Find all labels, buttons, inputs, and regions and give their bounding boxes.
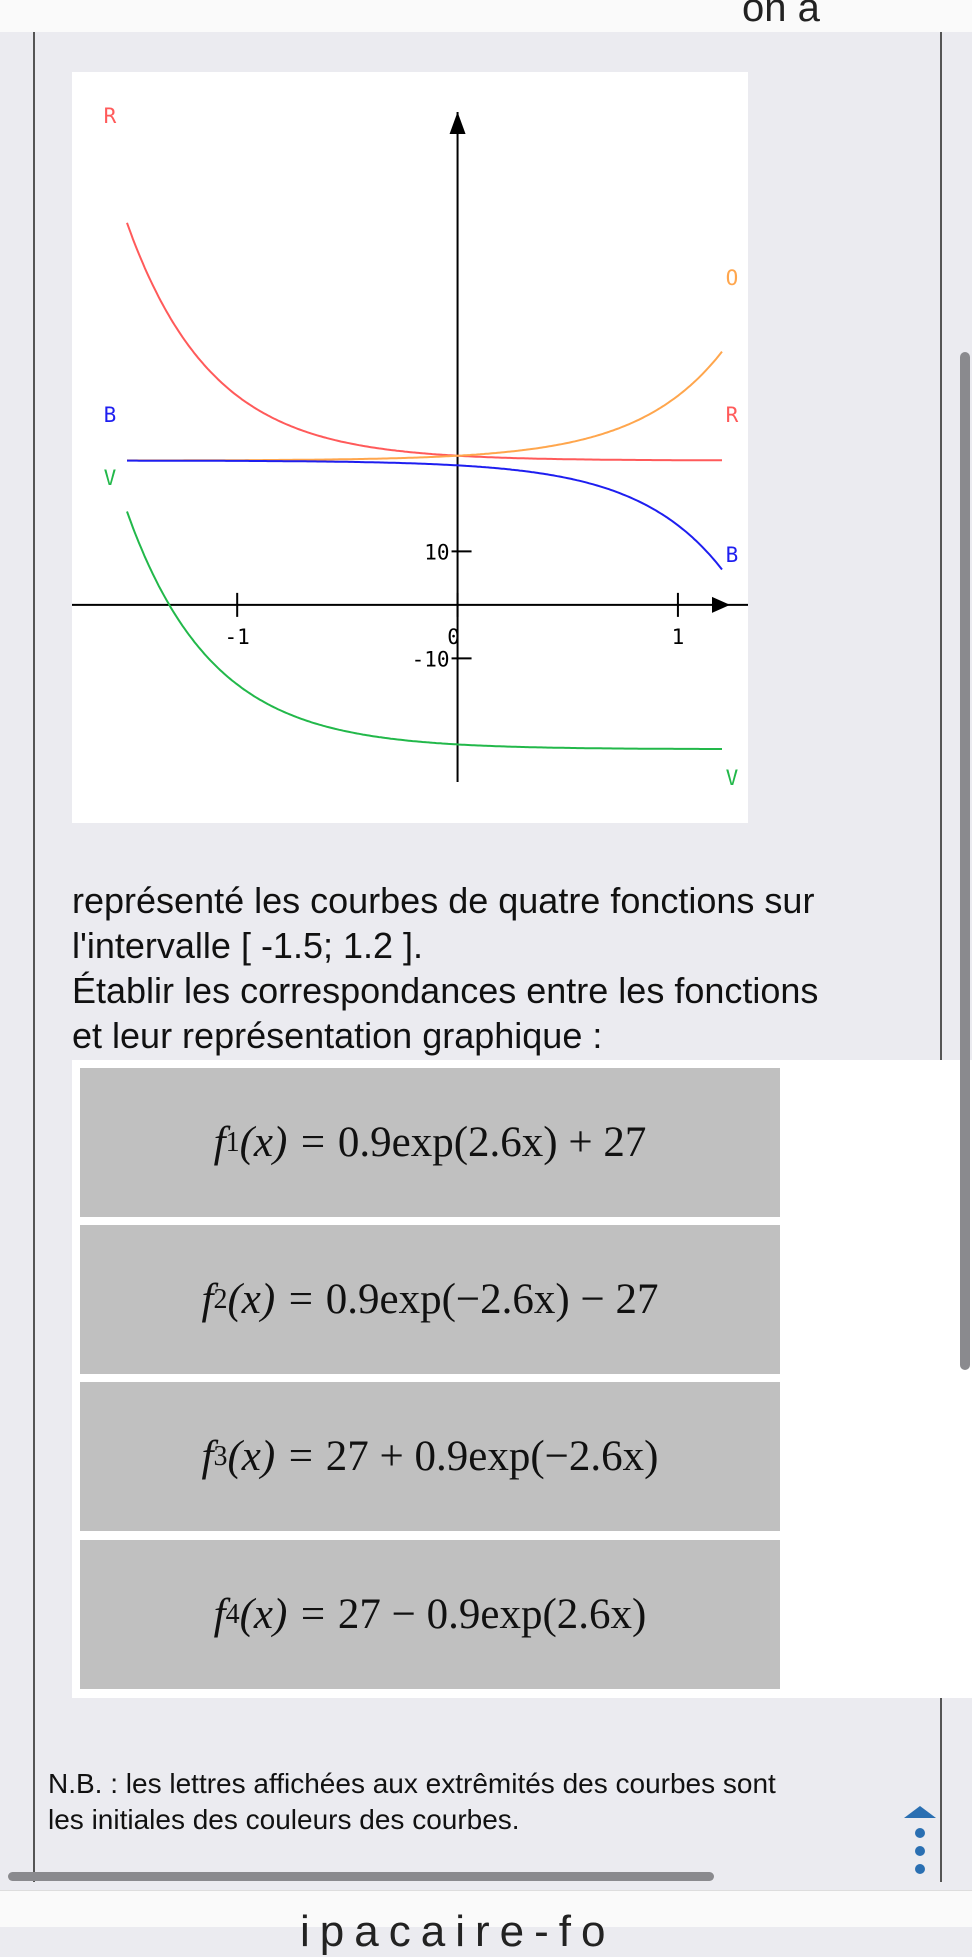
- series-O-line: [127, 352, 722, 461]
- menu-dot: [915, 1864, 925, 1874]
- kebab-menu-icon[interactable]: [904, 1806, 936, 1876]
- option-expression: 0.9exp(2.6x) + 27: [337, 1119, 647, 1166]
- option-subscript: 2: [213, 1283, 228, 1315]
- y-tick-label: -10: [411, 647, 450, 672]
- menu-dot: [915, 1828, 925, 1838]
- option-subscript: 1: [225, 1126, 240, 1158]
- option-subscript: 4: [225, 1598, 240, 1630]
- option-fname: f: [213, 1119, 226, 1166]
- series-label-O-end: O: [725, 266, 739, 290]
- series-label-V-end: V: [725, 766, 739, 790]
- series-label-V-start: V: [103, 466, 117, 490]
- option-expression: 0.9exp(−2.6x) − 27: [325, 1276, 659, 1323]
- instructions-line-3: Établir les correspondances entre les fonctions: [72, 970, 819, 1011]
- instructions-line-1: représenté les courbes de quatre fonctions sur: [72, 880, 815, 921]
- y-axis-arrow: [450, 112, 466, 134]
- scroll-up-arrow-icon: [904, 1806, 936, 1818]
- y-tick-label: 10: [424, 540, 450, 565]
- nb-note-line-1: N.B. : les lettres affichées aux extrêmités des courbes sont: [48, 1768, 776, 1799]
- function-graph: [72, 72, 748, 823]
- bottom-clipped-text: ipacaire-fo: [300, 1907, 616, 1956]
- x-axis-arrow: [712, 597, 730, 613]
- series-label-B-end: B: [725, 543, 739, 567]
- frame-border-left: [33, 32, 35, 1882]
- function-option-1[interactable]: [80, 1068, 780, 1217]
- menu-dot: [915, 1846, 925, 1856]
- x-tick-label: 0: [447, 624, 460, 649]
- nb-note-line-2: les initiales des couleurs des courbes.: [48, 1804, 520, 1835]
- option-fname: f: [213, 1591, 226, 1638]
- series-label-R-start: R: [103, 104, 117, 128]
- options-panel: [72, 1060, 972, 1698]
- x-tick-label: 1: [671, 624, 685, 649]
- option-lhs: (x) =: [227, 1433, 315, 1480]
- chart-svg: [72, 72, 748, 823]
- function-option-3[interactable]: [80, 1382, 780, 1531]
- nb-note: [48, 1766, 908, 1838]
- top-bar: [0, 0, 972, 32]
- function-option-2[interactable]: [80, 1225, 780, 1374]
- option-subscript: 3: [213, 1440, 228, 1472]
- series-label-B-start: B: [103, 403, 117, 427]
- option-lhs: (x) =: [227, 1276, 315, 1323]
- series-R-line: [127, 223, 722, 460]
- option-expression: 27 + 0.9exp(−2.6x): [325, 1433, 659, 1480]
- top-clipped-text: on a: [742, 0, 820, 30]
- option-fname: f: [201, 1433, 214, 1480]
- series-label-R-end: R: [725, 403, 739, 427]
- option-fname: f: [201, 1276, 214, 1323]
- bottom-bar: [0, 1890, 972, 1956]
- instructions-line-2: l'intervalle [ -1.5; 1.2 ].: [72, 925, 424, 966]
- horizontal-scrollbar[interactable]: [8, 1872, 714, 1881]
- option-expression: 27 − 0.9exp(2.6x): [337, 1591, 647, 1638]
- instructions-text: [72, 878, 932, 1058]
- x-tick-label: -1: [224, 624, 250, 649]
- instructions-line-4: et leur représentation graphique :: [72, 1015, 603, 1056]
- option-lhs: (x) =: [239, 1119, 328, 1166]
- option-lhs: (x) =: [239, 1591, 328, 1638]
- vertical-scrollbar[interactable]: [960, 352, 970, 1370]
- function-option-4[interactable]: [80, 1540, 780, 1689]
